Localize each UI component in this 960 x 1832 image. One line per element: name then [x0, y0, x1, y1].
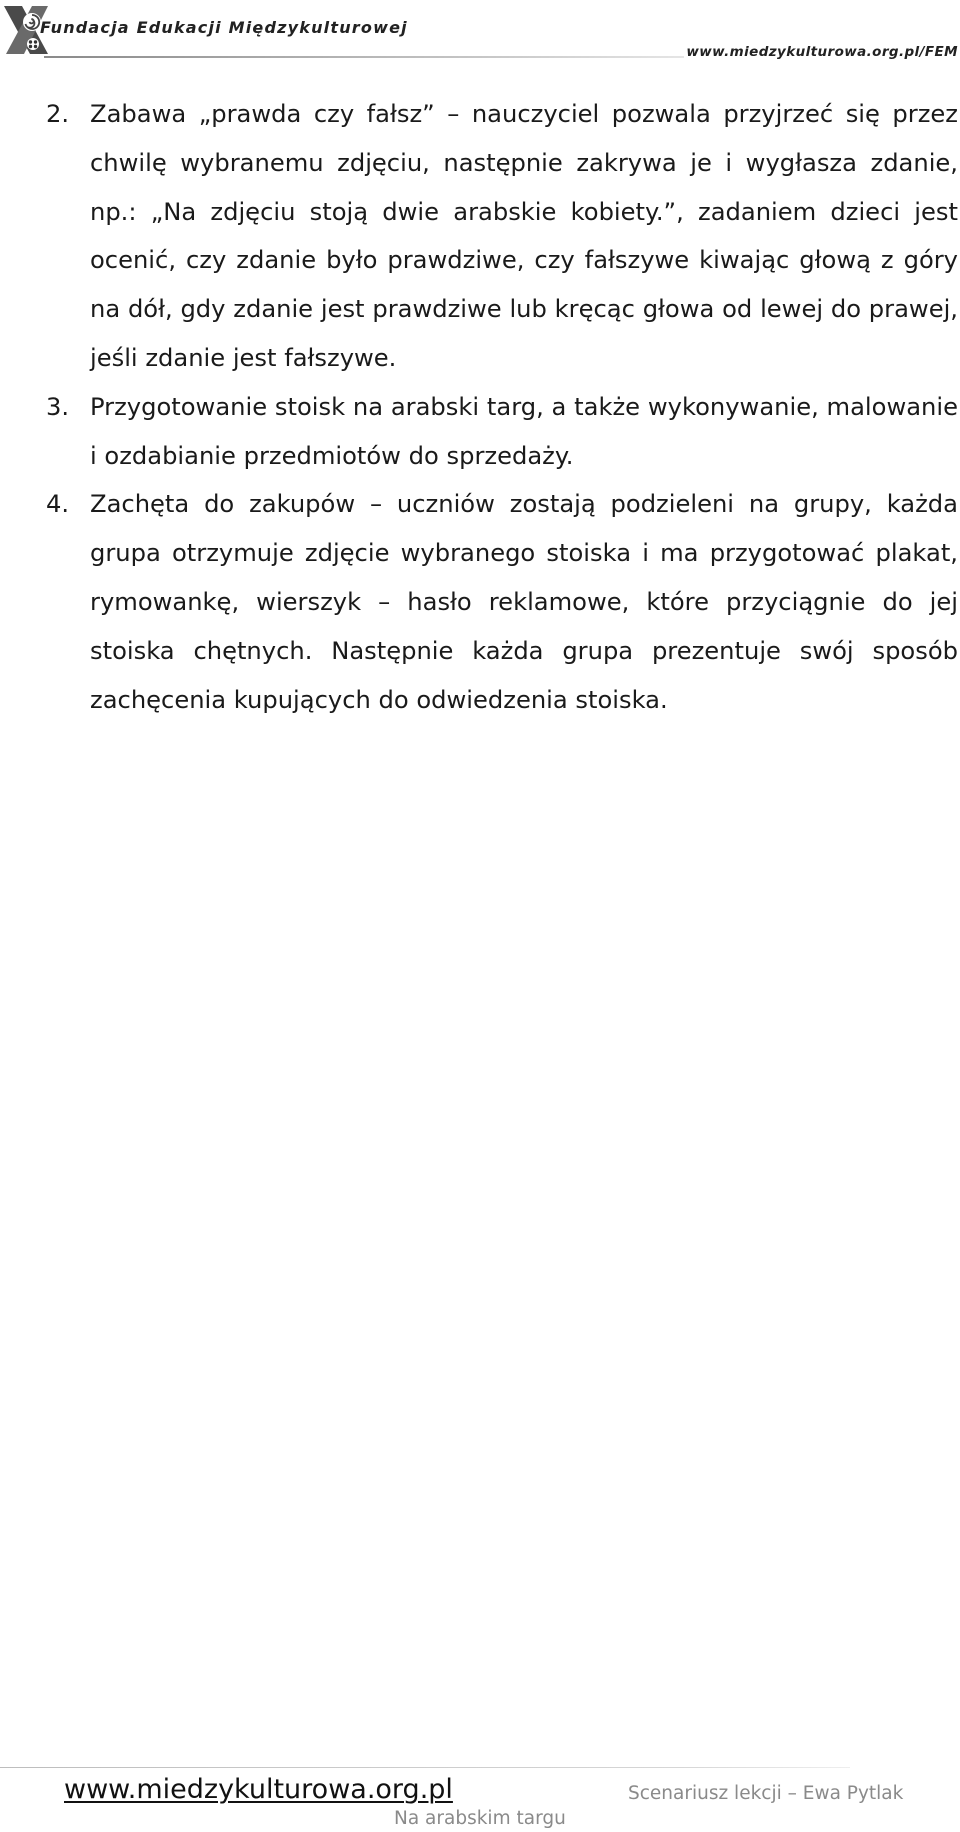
list-item-text: Zabawa „prawda czy fałsz” – nauczyciel pozwala przyjrzeć się przez chwilę wybranemu zdjęciu, następnie zakrywa je i wygłasza zdanie, np.: „Na zdjęciu stoją dwie arabskie kobiety.”, zadaniem dzieci jest ocenić, czy zdanie było prawdziwe, czy fałszywe kiwając głową z góry na dół, gdy zdanie jest prawdziwe lub kręcąc głowa od lewej do prawej, jeśli zdanie jest fałszywe.	[90, 100, 958, 372]
list-item-text: Przygotowanie stoisk na arabski targ, a także wykonywanie, malowanie i ozdabianie przedmiotów do sprzedaży.	[90, 392, 958, 470]
header-website-link[interactable]: www.miedzykulturowa.org.pl/FEM	[686, 44, 958, 60]
organization-name: Fundacja Edukacji Międzykulturowej	[40, 18, 408, 37]
header-divider	[44, 56, 684, 58]
list-item-text: Zachęta do zakupów – uczniów zostają podzieleni na grupy, każda grupa otrzymuje zdjęcie wybranego stoiska i ma przygotować plakat, rymowankę, wierszyk – hasło reklamowe, które przyciągnie do jej stoiska chętnych. Następnie każda grupa prezentuje swój sposób zachęcenia kupujących do odwiedzenia stoiska.	[90, 490, 958, 714]
lesson-steps-list	[46, 90, 958, 724]
footer-divider	[0, 1767, 850, 1768]
footer-lesson-title: Na arabskim targu	[394, 1808, 566, 1829]
list-item	[46, 383, 958, 481]
list-item-number: 4.	[46, 490, 70, 519]
footer-website-link[interactable]: www.miedzykulturowa.org.pl	[64, 1774, 453, 1805]
page-header	[0, 0, 960, 64]
list-item	[46, 480, 958, 724]
list-item-number: 2.	[46, 100, 70, 128]
footer-credit: Scenariusz lekcji – Ewa Pytlak	[628, 1783, 904, 1804]
list-item-number: 3.	[46, 392, 70, 421]
list-item	[46, 90, 958, 383]
